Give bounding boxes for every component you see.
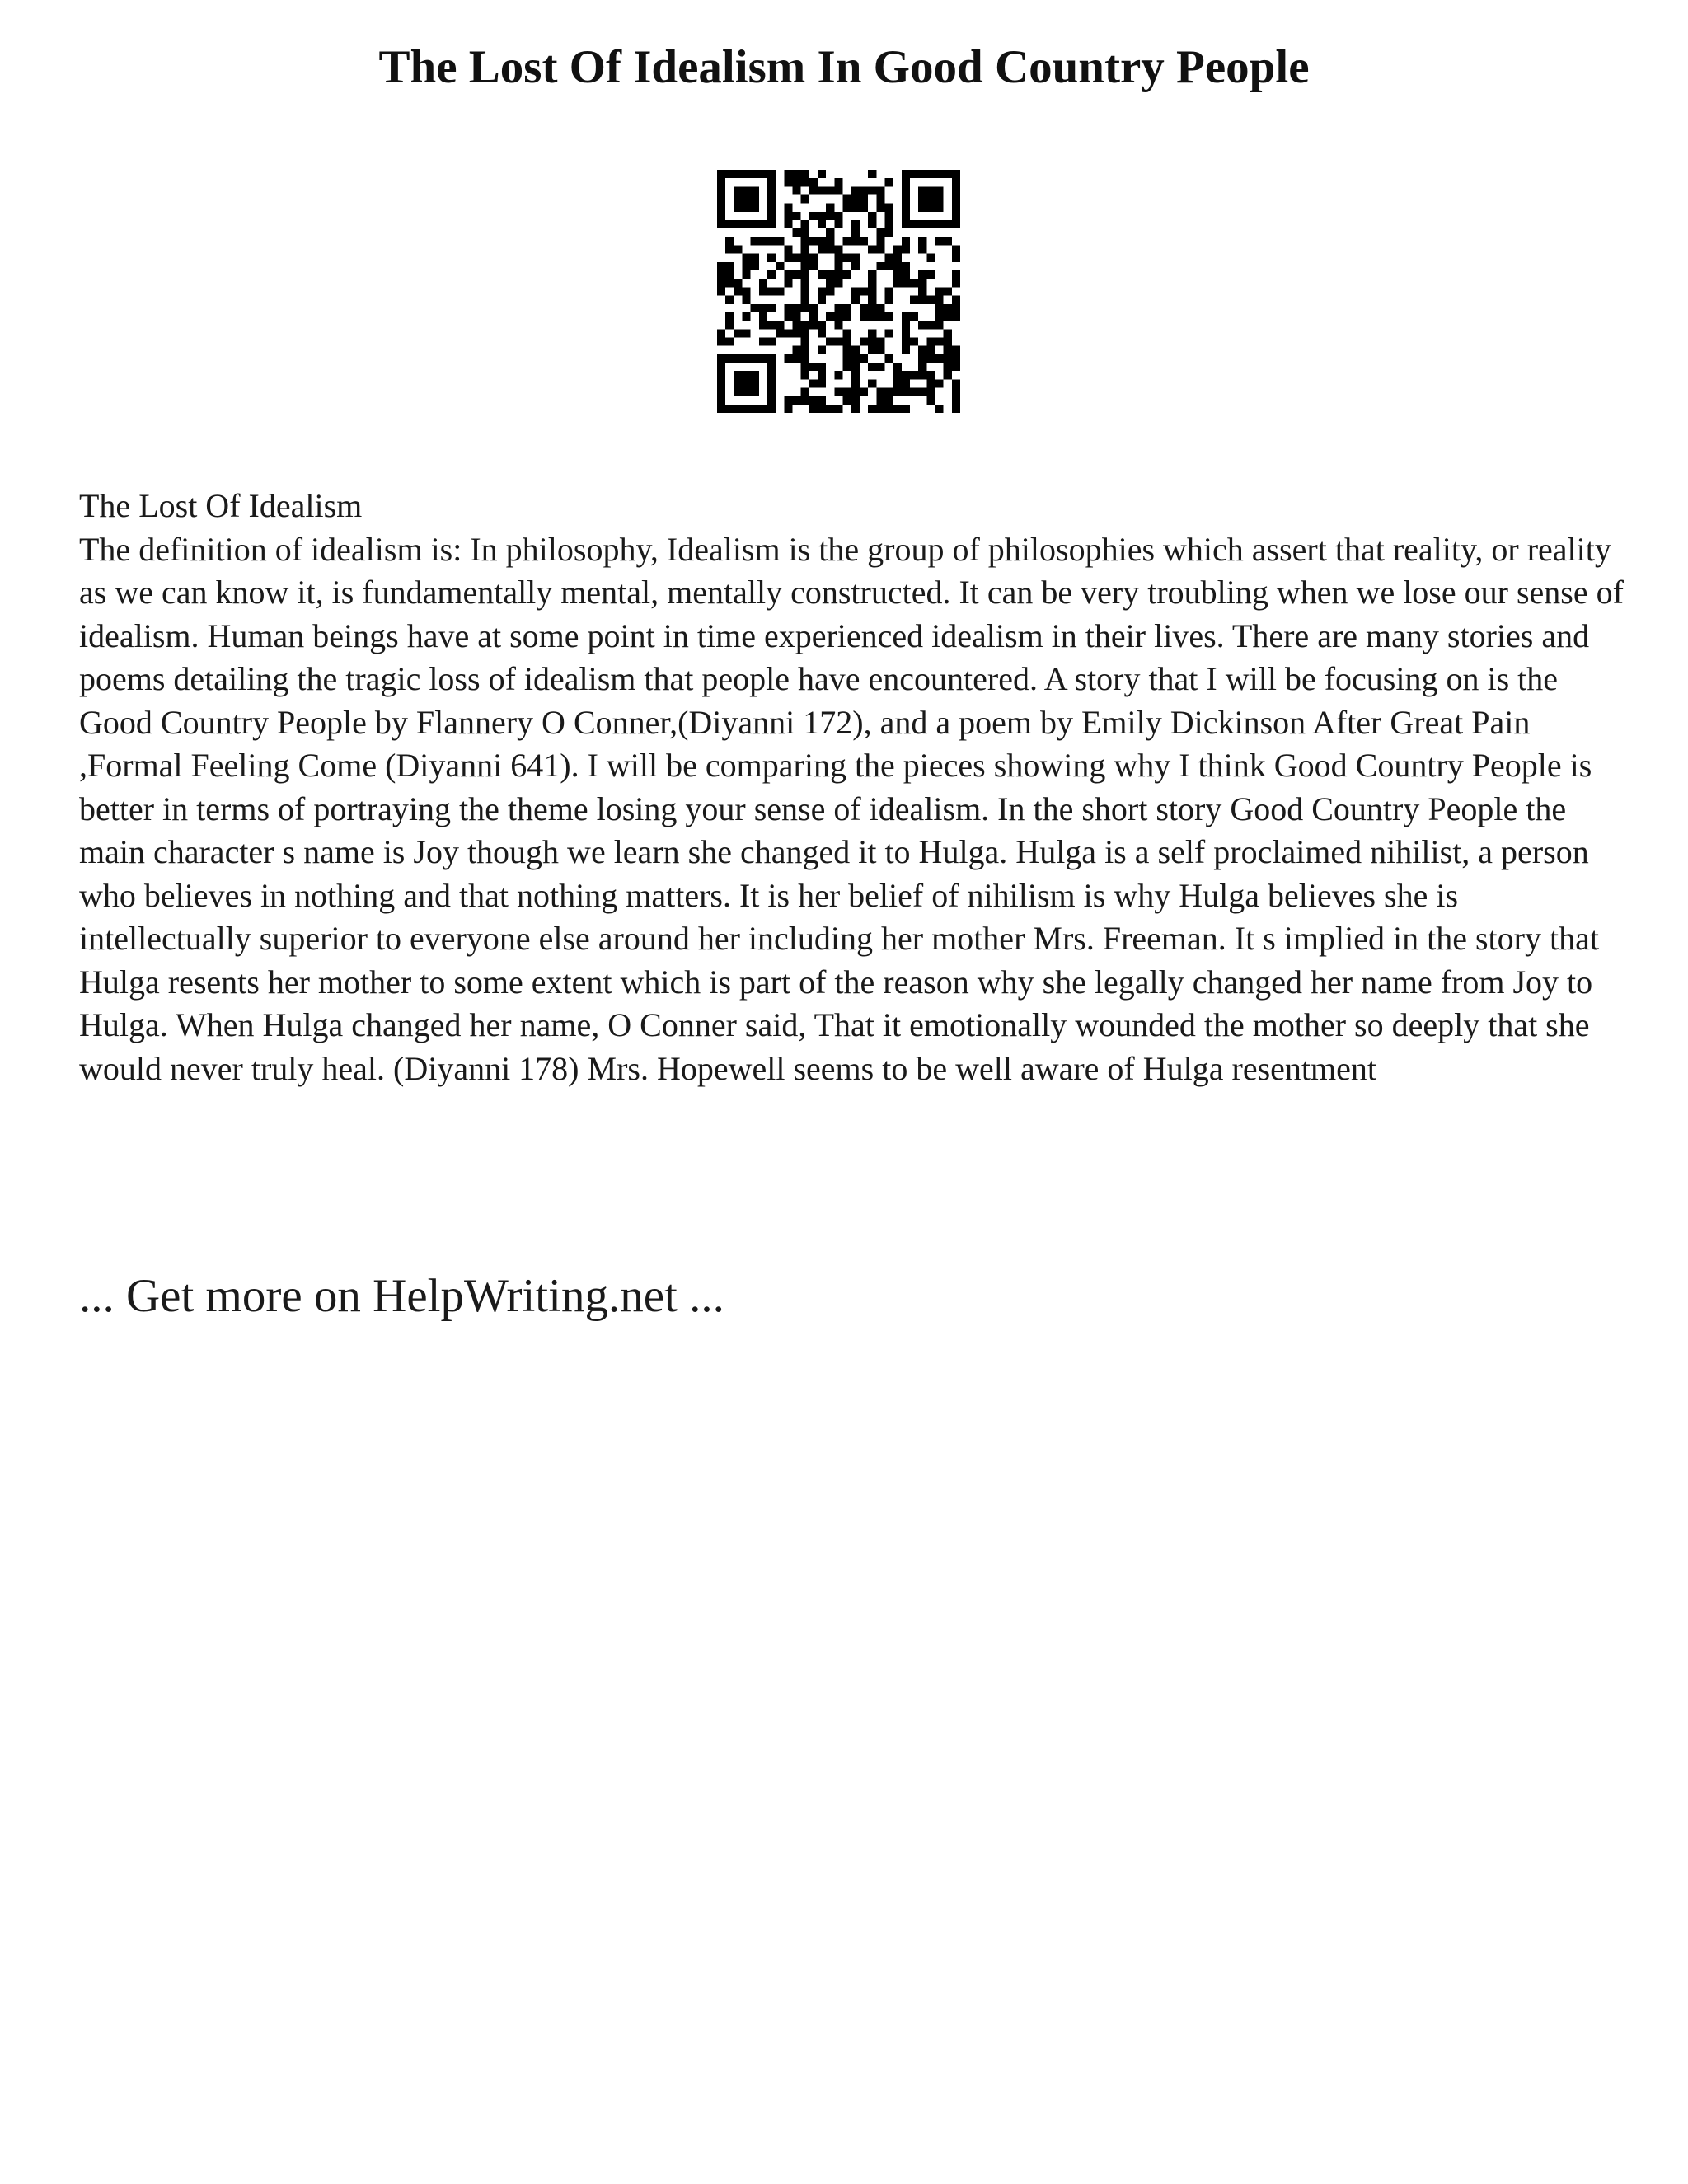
document-title: The Lost Of Idealism In Good Country People xyxy=(378,41,1310,93)
section-heading: The Lost Of Idealism xyxy=(79,487,363,524)
more-link-text: ... Get more on HelpWriting.net ... xyxy=(79,1270,724,1322)
document-body xyxy=(79,485,1629,1090)
body-paragraph: The definition of idealism is: In philosophy, Idealism is the group of philosophies which assert that reality, or reality as we can know it, is fundamentally mental, mentally constructed. It can be very troubling when we lose our sense of idealism. Human beings have at some point in time experienced idealism in their lives. There are many stories and poems detailing the tragic loss of idealism that people have encountered. A story that I will be focusing on is the Good Country People by Flannery O Conner,(Diyanni 172), and a poem by Emily Dickinson After Great Pain ,Formal Feeling Come (Diyanni 641). I will be comparing the pieces showing why I think Good Country People is better in terms of portraying the theme losing your sense of idealism. In the short story Good Country People the main character s name is Joy though we learn she changed it to Hulga. Hulga is a self proclaimed nihilist, a person who believes in nothing and that nothing matters. It is her belief of nihilism is why Hulga believes she is intellectually superior to everyone else around her including her mother Mrs. Freeman. It s implied in the story that Hulga resents her mother to some extent which is part of the reason why she legally changed her name from Joy to Hulga. When Hulga changed her name, O Conner said, That it emotionally wounded the mother so deeply that she would never truly heal. (Diyanni 178) Mrs. Hopewell seems to be well aware of Hulga resentment xyxy=(79,530,1624,1087)
qr-code-icon xyxy=(717,170,960,413)
